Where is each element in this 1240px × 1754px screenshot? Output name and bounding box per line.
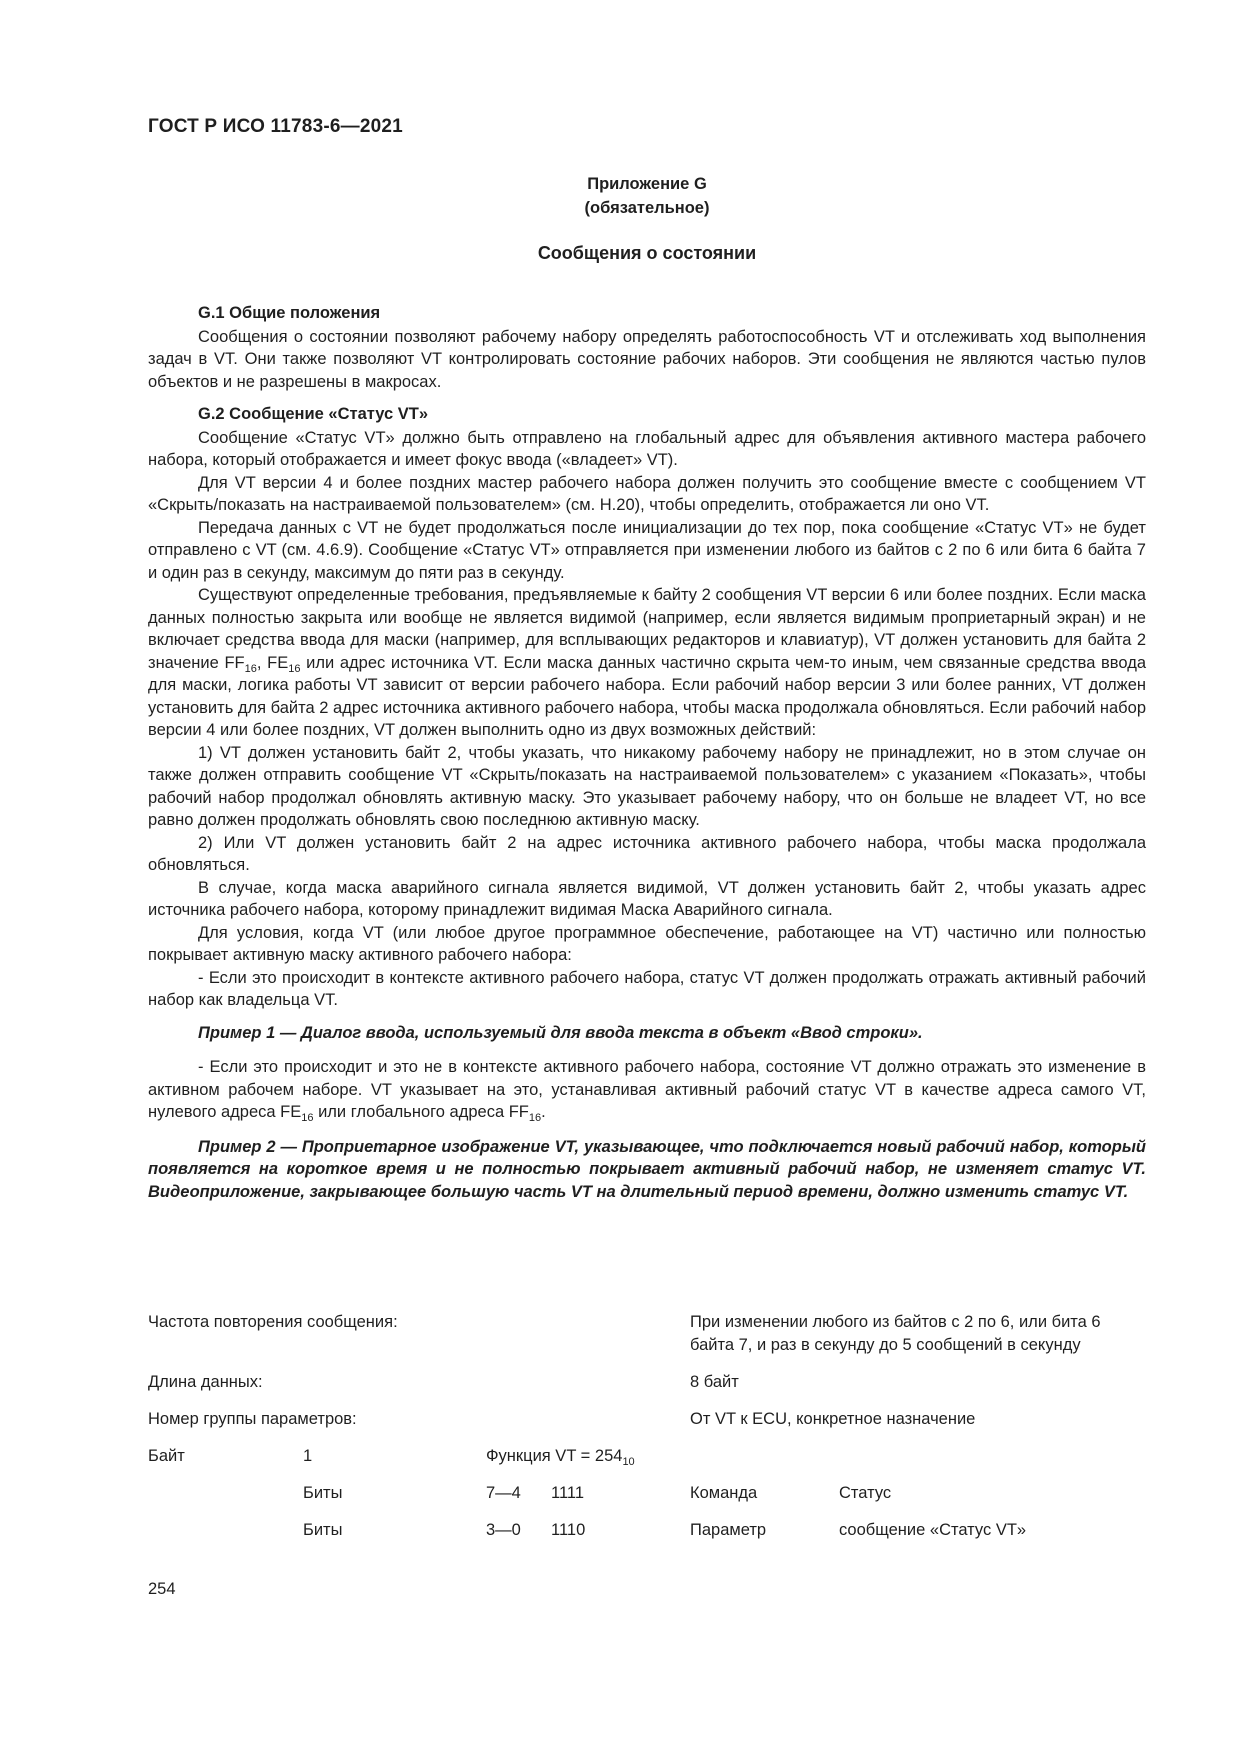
paragraph [148,1056,1146,1124]
section-heading-g2: G.2 Сообщение «Статус VT» [198,405,429,423]
paragraph-text: или глобального адреса FF [313,1103,529,1121]
paragraph: 1) VT должен установить байт 2, чтобы указать, что никакому рабочему набору не принадлежит, но в этом случае он также должен отправить сообщение VT «Скрыть/показать на настраиваемой пользователем» с указанием «Показать», чтобы рабочий набор продолжал обновлять активную маску. Это указывает рабочему набору, что он больше не владеет VT, но все равно должен продолжать обновлять свою последнюю активную маску. [148,743,1146,829]
field-name: Команда [690,1484,758,1502]
bit-range: 3—0 [486,1521,521,1539]
paragraph: Для VT версии 4 и более поздних мастер рабочего набора должен получить это сообщение вместе с сообщением VT «Скрыть/показать на настраиваемой пользователем» (см. H.20), чтобы определить, отображается ли оно VT. [148,473,1146,514]
subscript: 16 [528,1112,542,1124]
table-row [148,1519,1146,1556]
subscript: 10 [622,1456,635,1468]
bit-value: 1110 [551,1521,586,1539]
length-value: 8 байт [690,1373,739,1391]
table-row [148,1482,1146,1519]
paragraph: Сообщение «Статус VT» должно быть отправлено на глобальный адрес для объявления активного мастера рабочего набора, который отображается и имеет фокус ввода («владеет» VT). [148,428,1146,469]
paragraph: Сообщения о состоянии позволяют рабочему набору определять работоспособность VT и отслеживать ход выполнения задач в VT. Они также позволяют VT контролировать состояние рабочих наборов. Эти сообщения не являются частью пулов объектов и не разрешены в макросах. [148,327,1146,391]
chapter-title: Сообщения о состоянии [537,243,757,263]
function-value [486,1445,635,1468]
paragraph: 2) Или VT должен установить байт 2 на адрес источника активного рабочего набора, чтобы маска продолжала обновляться. [148,833,1146,874]
document-body [148,302,1146,1215]
section-heading-g1: G.1 Общие положения [198,304,381,322]
example-1: Пример 1 — Диалог ввода, используемый для ввода текста в объект «Ввод строки». [198,1023,923,1042]
bit-range: 7—4 [486,1484,521,1502]
paragraph: Для условия, когда VT (или любое другое программное обеспечение, работающее на VT) частично или полностью покрывает активную маску активного рабочего набора: [148,923,1146,964]
bits-label: Биты [303,1484,343,1502]
annex-heading [148,172,1146,220]
field-description: сообщение «Статус VT» [839,1521,1027,1539]
paragraph: В случае, когда маска аварийного сигнала является видимой, VT должен установить байт 2, чтобы указать адрес источника рабочего набора, которому принадлежит видимая Маска Аварийного сигнала. [148,878,1146,919]
paragraph-text: Существуют определенные требования, предъявляемые к байту 2 сообщения VT версии 6 или более поздних. Если маска данных полностью закрыта или вообще не является видимой (например, если является видимым проприетарный экран) и не включает средства ввода для маски (например, для всплывающих редакторов и клавиатур), VT должен установить для байта 2 значение FF [148,586,1146,672]
table-row [148,1408,1146,1445]
message-spec-table [148,1311,1146,1556]
paragraph-text: . [541,1103,546,1121]
paragraph-text: - Если это происходит и это не в контексте активного рабочего набора, состояние VT должно отражать это изменение в активном рабочем наборе. VT указывает на это, устанавливая активный рабочий статус VT в качестве адреса самого VT, нулевого адреса FE [148,1058,1146,1121]
paragraph-text: или адрес источника VT. Если маска данных частично скрыта чем-то иным, чем связанные средства ввода для маски, логика работы VT зависит от версии рабочего набора. Если рабочий набор версии 3 или более ранних, VT должен установить для байта 2 адрес источника активного рабочего набора, чтобы маска продолжала обновляться. Если рабочий набор версии 4 или более поздних, VT должен выполнить одно из двух возможных действий: [148,653,1146,739]
byte-label: Байт [148,1447,185,1465]
table-row [148,1311,1146,1371]
freq-value: При изменении любого из байтов с 2 по 6, или бита 6 байта 7, и раз в секунду до 5 сообщений в секунду [690,1313,1101,1354]
pgn-label: Номер группы параметров: [148,1410,357,1428]
subscript: 16 [288,662,301,675]
bits-label: Биты [303,1521,343,1539]
paragraph [148,584,1146,742]
field-description: Статус [839,1484,892,1502]
table-row [148,1445,1146,1482]
standard-header: ГОСТ Р ИСО 11783-6—2021 [148,116,403,137]
freq-label: Частота повторения сообщения: [148,1313,398,1331]
field-name: Параметр [690,1521,767,1539]
paragraph-text: , FE [256,653,289,672]
pgn-value: От VT к ECU, конкретное назначение [690,1410,976,1428]
function-text: Функция VT = 254 [486,1447,623,1465]
length-label: Длина данных: [148,1373,263,1391]
bit-value: 1111 [551,1484,585,1502]
paragraph: - Если это происходит в контексте активного рабочего набора, статус VT должен продолжать отражать активный рабочий набор как владельца VT. [148,968,1146,1009]
subscript: 16 [301,1112,314,1124]
page-number: 254 [148,1580,176,1598]
subscript: 16 [244,662,257,675]
byte-number: 1 [303,1447,313,1465]
paragraph: Передача данных с VT не будет продолжаться после инициализации до тех пор, пока сообщение «Статус VT» не будет отправлено с VT (см. 4.6.9). Сообщение «Статус VT» отправляется при изменении любого из байтов с 2 по 6 или бита 6 байта 7 и один раз в секунду, максимум до пяти раз в секунду. [148,518,1146,582]
table-row [148,1371,1146,1408]
example-2: Пример 2 — Проприетарное изображение VT, указывающее, что подключается новый рабочий набор, который появляется на короткое время и не полностью покрывает активный рабочий набор, не изменяет статус VT. Видеоприложение, закрывающее большую часть VT на длительный период времени, должно изменить статус VT. [148,1137,1146,1201]
annex-status: (обязательное) [584,199,710,217]
annex-title: Приложение G [587,175,707,193]
